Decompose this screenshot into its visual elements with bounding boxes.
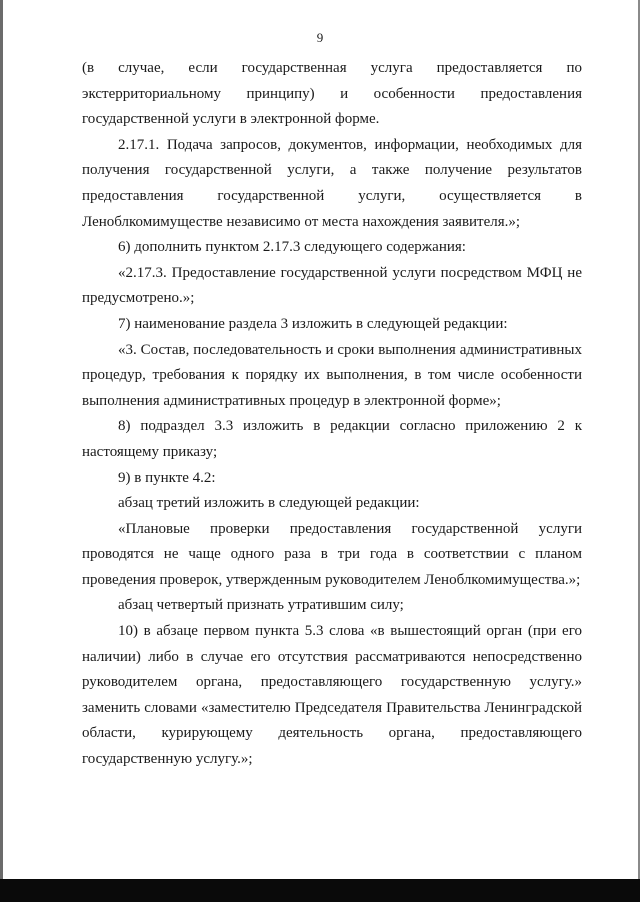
scan-edge-left: [0, 0, 3, 880]
paragraph: 10) в абзаце первом пункта 5.3 слова «в вышестоящий орган (при его наличии) либо в случае его отсутствия рассматриваются непосредственно руководителем органа, предоставляющего государственную услугу.» заменить словами «заместителю Председателя Правительства Ленинградской области, курирующему деятельность органа, предоставляющего государственную услугу.»;: [82, 623, 582, 768]
paragraph: «Плановые проверки предоставления государственной услуги проводятся не чаще одного раза в три года в соответствии с планом проведения проверок, утвержденным руководителем Леноблкомимущества.»;: [82, 520, 582, 588]
paragraph: 8) подраздел 3.3 изложить в редакции согласно приложению 2 к настоящему приказу;: [82, 418, 582, 460]
paragraph: абзац третий изложить в следующей редакции:: [118, 495, 420, 512]
paragraph: 2.17.1. Подача запросов, документов, информации, необходимых для получения государственной услуги, а также получение результатов предоставления государственной услуги, осуществляется в Леноблкомимуществе независимо от места нахождения заявителя.»;: [82, 136, 582, 230]
paragraph: 6) дополнить пунктом 2.17.3 следующего содержания:: [118, 239, 466, 256]
paragraph: «3. Состав, последовательность и сроки выполнения административных процедур, требования к порядку их выполнения, в том числе особенности выполнения административных процедур в электронной форме»;: [82, 341, 582, 409]
document-body: [82, 56, 582, 773]
scan-bottom-border: [0, 879, 640, 902]
page-number: 9: [316, 30, 324, 45]
paragraph: абзац четвертый признать утратившим силу;: [118, 597, 404, 614]
paragraph: 9) в пункте 4.2:: [118, 469, 216, 486]
paragraph: «2.17.3. Предоставление государственной услуги посредством МФЦ не предусмотрено.»;: [82, 264, 582, 307]
paragraph: (в случае, если государственная услуга предоставляется по экстерриториальному принципу) и особенности предоставления государственной услуги в электронной форме.: [82, 60, 582, 128]
paragraph: 7) наименование раздела 3 изложить в следующей редакции:: [118, 315, 508, 332]
